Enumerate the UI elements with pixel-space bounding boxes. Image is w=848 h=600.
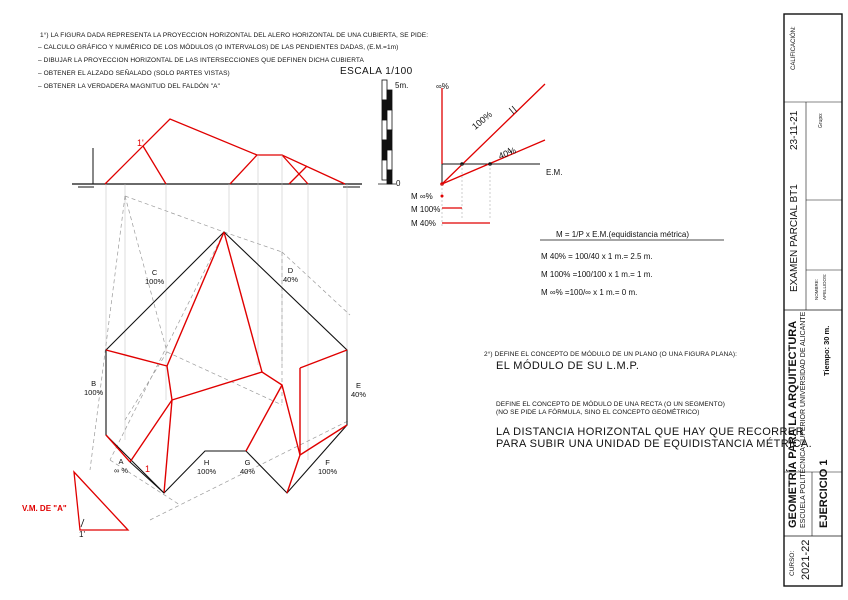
- slope-graph: [440, 84, 545, 228]
- em-label: E.M.: [546, 168, 563, 177]
- point-1-label: 1: [145, 464, 151, 474]
- point-1-prime-elev: 1': [137, 138, 144, 148]
- scale-label: ESCALA 1/100: [340, 66, 413, 77]
- formula-main: M = 1/P x E.M.(equidistancia métrica): [556, 230, 690, 239]
- curso-value: 2021-22: [800, 539, 812, 580]
- fecha: 23-11-21: [789, 110, 800, 150]
- point-1-prime-vm: 1': [79, 530, 85, 539]
- examen-label: EXAMEN PARCIAL BT1: [789, 184, 800, 292]
- vm-label: V.M. DE "A": [22, 504, 67, 513]
- calificacion-label: CALIFICACIÓN:: [791, 26, 797, 70]
- curso-label: CURSO:: [789, 550, 796, 576]
- faldon-b: B 100%: [84, 379, 104, 397]
- q3-question-2: (NO SE PIDE LA FÓRMULA, SINO EL CONCEPTO GEOMÉTRICO): [496, 409, 700, 416]
- q3-answer-1: LA DISTANCIA HORIZONTAL QUE HAY QUE RECORRER: [496, 426, 804, 438]
- q3-answer-2: PARA SUBIR UNA UNIDAD DE EQUIDISTANCIA MÉTRICA.: [496, 438, 813, 450]
- infinity-label: ∞%: [436, 82, 449, 91]
- formula-40: M 40% = 100/40 x 1 m.= 2.5 m.: [541, 252, 653, 261]
- subject-title: GEOMETRÍA PARA LA ARQUITECTURA: [787, 320, 799, 528]
- scale-bottom: 0: [396, 179, 401, 188]
- faldon-a: A ∞ %: [114, 457, 129, 475]
- statement-item-2: – DIBUJAR LA PROYECCION HORIZONTAL DE LAS INTERSECCIONES QUE DEFINEN DICHA CUBIERTA: [38, 57, 364, 64]
- school-name: ESCUELA POLITÉCNICA SUPERIOR UNIVERSIDAD DE ALICANTE: [800, 311, 807, 528]
- scale-bar: [378, 80, 396, 184]
- nombre-label: NOMBRE:: [814, 278, 819, 300]
- formula-100: M 100% =100/100 x 1 m.= 1 m.: [541, 270, 653, 279]
- apellidos-label: APELLIDOS:: [822, 273, 827, 300]
- m-inf-label: M ∞%: [411, 192, 433, 201]
- slope-40-label: 40%: [497, 145, 518, 162]
- scale-top: 5m.: [395, 81, 409, 90]
- statement-item-1: – CALCULO GRÁFICO Y NUMÉRICO DE LOS MÓDULOS (O INTERVALOS) DE LAS PENDIENTES DADAS, (E.M.=1m): [38, 44, 399, 51]
- faldon-d: D 40%: [283, 266, 299, 284]
- ejercicio-label: EJERCICIO 1: [818, 459, 830, 528]
- true-magnitude-triangle: [74, 472, 128, 530]
- formula-inf: M ∞% =100/∞ x 1 m.= 0 m.: [541, 288, 638, 297]
- tiempo-label: Tiempo: 30 m.: [822, 325, 831, 376]
- faldon-f: F 100%: [318, 458, 338, 476]
- slope-100-label: 100%: [470, 109, 495, 132]
- statement-item-3: – OBTENER EL ALZADO SEÑALADO (SOLO PARTES VISTAS): [38, 70, 230, 77]
- statement-item-4: – OBTENER LA VERDADERA MAGNITUD DEL FALDÓN "A": [38, 83, 220, 90]
- faldon-h: H 100%: [197, 458, 217, 476]
- m-100-label: M 100%: [411, 205, 441, 214]
- statement-title: 1°) LA FIGURA DADA REPRESENTA LA PROYECCION HORIZONTAL DEL ALERO HORIZONTAL DE UNA CUBIERTA, SE PIDE:: [40, 32, 429, 39]
- q3-question-1: DEFINE EL CONCEPTO DE MÓDULO DE UNA RECTA (O UN SEGMENTO): [496, 401, 726, 408]
- faldon-g: G 40%: [240, 458, 256, 476]
- plan-view: [90, 196, 350, 520]
- q2-question: 2°) DEFINE EL CONCEPTO DE MÓDULO DE UN PLANO (O UNA FIGURA PLANA):: [484, 351, 737, 358]
- faldon-c: C 100%: [145, 268, 165, 286]
- faldon-e: E 40%: [351, 381, 367, 399]
- m-40-label: M 40%: [411, 219, 436, 228]
- grupo-label: Grupo:: [818, 112, 824, 128]
- elevation: [72, 119, 362, 460]
- q2-answer: EL MÓDULO DE SU L.M.P.: [496, 360, 640, 372]
